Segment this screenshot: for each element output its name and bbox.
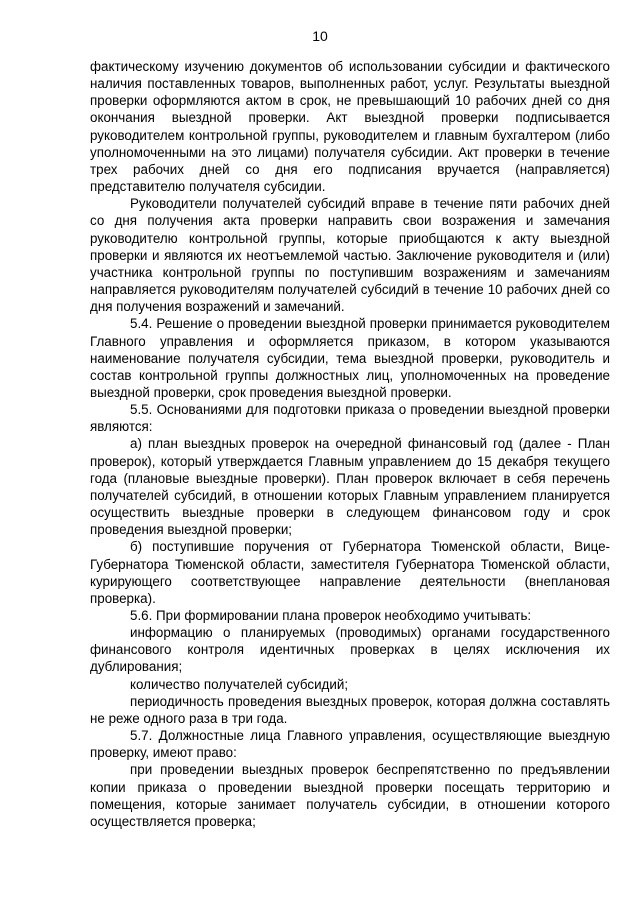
paragraph-5-7-right: при проведении выездных проверок беспрепятственно по предъявлении копии приказа о проведении выездной проверки посещать территорию и помещения, которые занимает получатель субсидии, в отношении которого осуществляется проверка; xyxy=(90,762,610,829)
page-number: 10 xyxy=(312,28,328,44)
paragraph-5-6-count: количество получателей субсидий; xyxy=(130,676,349,692)
paragraph-5-6-periodicity: периодичность проведения выездных проверок, которая должна составлять не реже одного раза в три года. xyxy=(90,693,610,726)
paragraph-5-4: 5.4. Решение о проведении выездной проверки принимается руководителем Главного управления и оформляется приказом, в котором указываются наименование получателя субсидии, тема выездной проверки, руководитель и состав контрольной группы должностных лиц, уполномоченных на проведение выездной проверки, срок проведения выездной проверки. xyxy=(90,316,610,400)
paragraph-5-6: 5.6. При формировании плана проверок необходимо учитывать: xyxy=(130,608,532,623)
paragraph-5-5: 5.5. Основаниями для подготовки приказа о проведении выездной проверки являются: xyxy=(90,402,610,435)
paragraph-5-5-a: а) план выездных проверок на очередной финансовый год (далее - План проверок), который утверждается Главным управлением до 15 декабря текущего года (плановые выездные проверки). План проверок включает в себя перечень получателей субсидий, в отношении которых Главным управлением планируется осуществить выездные проверки в следующем финансовом году и срок проведения выездной проверки; xyxy=(90,436,610,538)
paragraph-5-5-b: б) поступившие поручения от Губернатора Тюменской области, Вице-Губернатора Тюменской области, заместителя Губернатора Тюменской области, курирующего соответствующее направление деятельности (внеплановая проверка). xyxy=(90,539,610,606)
paragraph-objections: Руководители получателей субсидий вправе в течение пяти рабочих дней со дня получения акта проверки направить свои возражения и замечания руководителю контрольной группы, которые приобщаются к акту выездной проверки и являются их неотъемлемой частью. Заключение руководителя и (или) участника контрольной группы по поступившим возражениям и замечаниям направляется руководителям получателей субсидий в течение 10 рабочих дней со дня получения возражений и замечаний. xyxy=(90,196,610,315)
paragraph-continuation: фактическому изучению документов об использовании субсидии и фактического наличия поставленных товаров, выполненных работ, услуг. Результаты выездной проверки оформляются актом в срок, не превышающий 10 рабочих дней со дня окончания выездной проверки. Акт выездной проверки подписывается руководителем контрольной группы, руководителем и главным бухгалтером (либо уполномоченными на это лицами) получателя субсидии. Акт проверки в течение трех рабочих дней со дня его подписания вручается (направляется) представителю получателя субсидии. xyxy=(90,59,610,195)
paragraph-5-6-info: информацию о планируемых (проводимых) органами государственного финансового контроля идентичных проверках в целях исключения их дублирования; xyxy=(90,625,610,675)
document-body xyxy=(90,58,610,830)
paragraph-5-7: 5.7. Должностные лица Главного управления, осуществляющие выездную проверку, имеют право: xyxy=(90,728,610,761)
